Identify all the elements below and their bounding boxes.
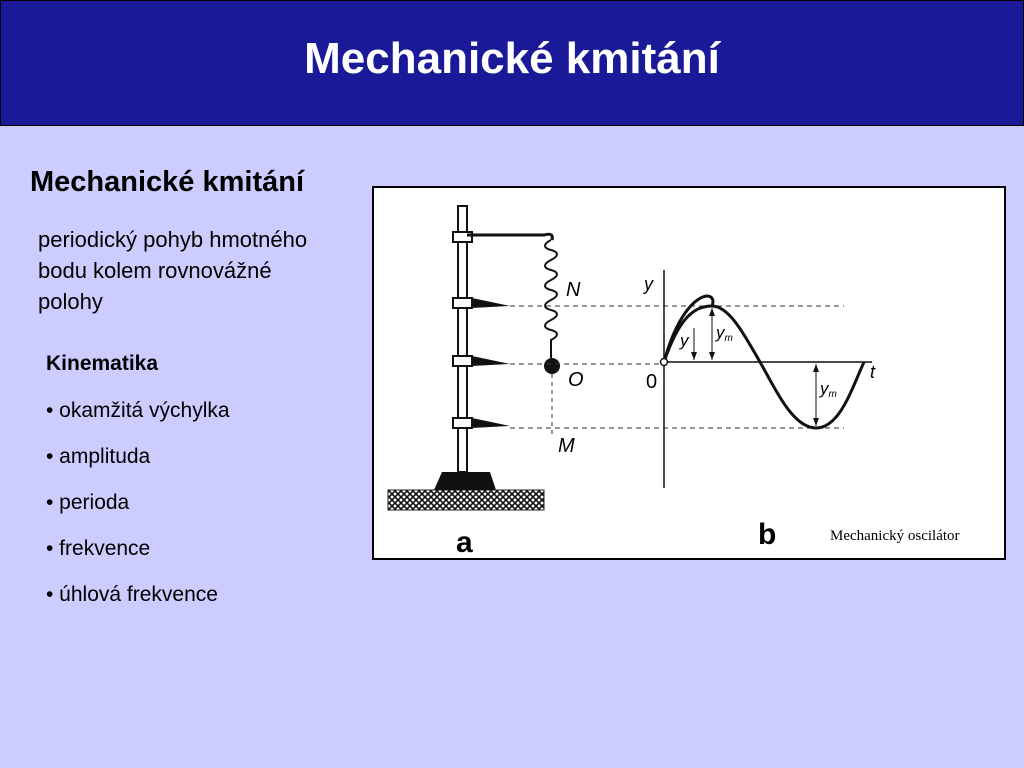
clamp-m [453,418,472,428]
label-n: N [566,279,581,301]
title-bar [0,0,1024,126]
label-m: M [558,435,575,457]
list-item: • amplituda [46,445,151,468]
arrow-head [709,308,715,316]
definition-text: periodický pohyb hmotného bodu kolem rovnovážné polohy [38,227,308,314]
spring-arm [467,234,552,240]
figure-caption: Mechanický oscilátor [830,528,960,544]
label-o: O [568,369,584,391]
pointer-m [472,418,510,428]
label-ym-bottom: ym [820,379,837,400]
ground-hatch [388,490,544,510]
list-item: • frekvence [46,537,151,560]
pointer-n [472,298,510,308]
oscillator-figure [372,186,1006,560]
stand-base [434,472,496,490]
panel-b-label: b [758,518,777,551]
arrow-head [813,364,819,372]
clamp-n [453,298,472,308]
label-y: y [680,331,689,350]
arrow-head [691,352,697,360]
label-ym-top: ym [716,323,733,344]
spring-coil [545,240,557,358]
panel-a-label: a [456,526,473,558]
slide-title: Mechanické kmitání [304,34,720,83]
list-item: • perioda [46,491,130,514]
oscillator-diagram [374,188,1004,558]
clamp-o [453,356,472,366]
list-item: • úhlová frekvence [46,583,218,606]
mass-ball [544,358,560,374]
section-heading: Mechanické kmitání [30,166,304,198]
list-item: • okamžitá výchylka [46,399,230,422]
origin-dot [661,359,668,366]
axis-y-label: y [644,274,653,294]
axis-t-label: t [870,362,876,382]
origin-label: 0 [646,371,658,393]
stand-pole [458,206,467,472]
kinematics-heading: Kinematika [46,352,159,375]
arrow-head [813,418,819,426]
arrow-head [709,352,715,360]
pointer-o [472,356,510,366]
kinematics-list [46,398,230,628]
